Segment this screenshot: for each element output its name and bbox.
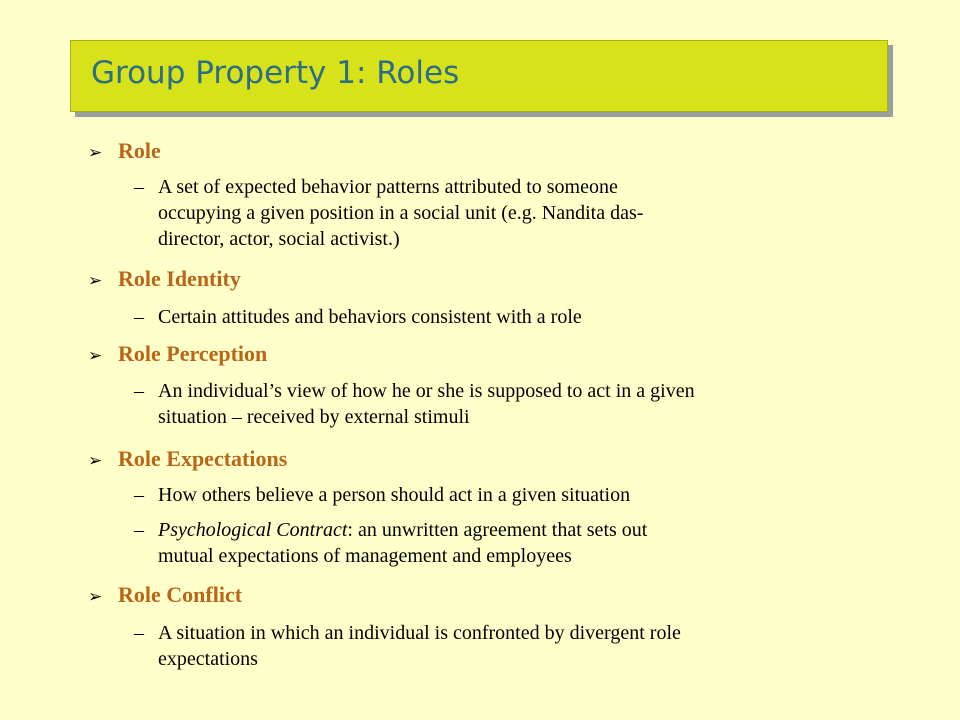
sub-item-line: A situation in which an individual is confronted by divergent role: [158, 622, 681, 644]
sub-item-line: An individual’s view of how he or she is supposed to act in a given: [158, 380, 695, 402]
slide-title: Group Property 1: Roles: [91, 55, 460, 91]
bullet-heading: Role Perception: [118, 341, 268, 366]
sub-item-line: occupying a given position in a social unit (e.g. Nandita das-: [158, 202, 644, 224]
sub-item-psychological-contract: [134, 517, 647, 569]
bullet-heading: Role Expectations: [118, 446, 288, 471]
arrowhead-bullet-icon: ➢: [88, 587, 103, 607]
sub-item-role-definition: [134, 174, 643, 252]
dash-marker: –: [134, 176, 144, 198]
arrowhead-bullet-icon: ➢: [88, 451, 103, 471]
term-definition: : an unwritten agreement that sets out: [347, 519, 648, 541]
dash-marker: –: [134, 484, 144, 506]
arrowhead-bullet-icon: ➢: [88, 346, 103, 366]
bullet-role-expectations: [88, 446, 287, 472]
sub-item-role-identity-definition: [134, 304, 582, 330]
sub-item-line: A set of expected behavior patterns attributed to someone: [158, 176, 618, 198]
bullet-heading: Role: [118, 138, 161, 163]
sub-item-line: Certain attitudes and behaviors consistent with a role: [158, 306, 582, 328]
sub-item-role-conflict-definition: [134, 620, 681, 672]
sub-item-line: mutual expectations of management and employees: [158, 545, 572, 567]
term-italic: Psychological Contract: [158, 519, 348, 541]
dash-marker: –: [134, 519, 144, 541]
bullet-role-perception: [88, 341, 267, 367]
sub-item-line: situation – received by external stimuli: [158, 406, 470, 428]
bullet-role: [88, 138, 161, 164]
bullet-heading: Role Identity: [118, 266, 241, 291]
sub-item-role-expectations-definition: [134, 482, 630, 508]
dash-marker: –: [134, 380, 144, 402]
sub-item-line: How others believe a person should act in a given situation: [158, 484, 631, 506]
sub-item-line: director, actor, social activist.): [158, 228, 400, 250]
arrowhead-bullet-icon: ➢: [88, 271, 103, 291]
sub-item-line: [134, 517, 647, 543]
dash-marker: –: [134, 622, 144, 644]
sub-item-role-perception-definition: [134, 378, 695, 430]
bullet-heading: Role Conflict: [118, 582, 243, 607]
arrowhead-bullet-icon: ➢: [88, 143, 103, 163]
bullet-role-identity: [88, 266, 241, 292]
bullet-role-conflict: [88, 582, 242, 608]
dash-marker: –: [134, 306, 144, 328]
sub-item-line: expectations: [158, 648, 258, 670]
